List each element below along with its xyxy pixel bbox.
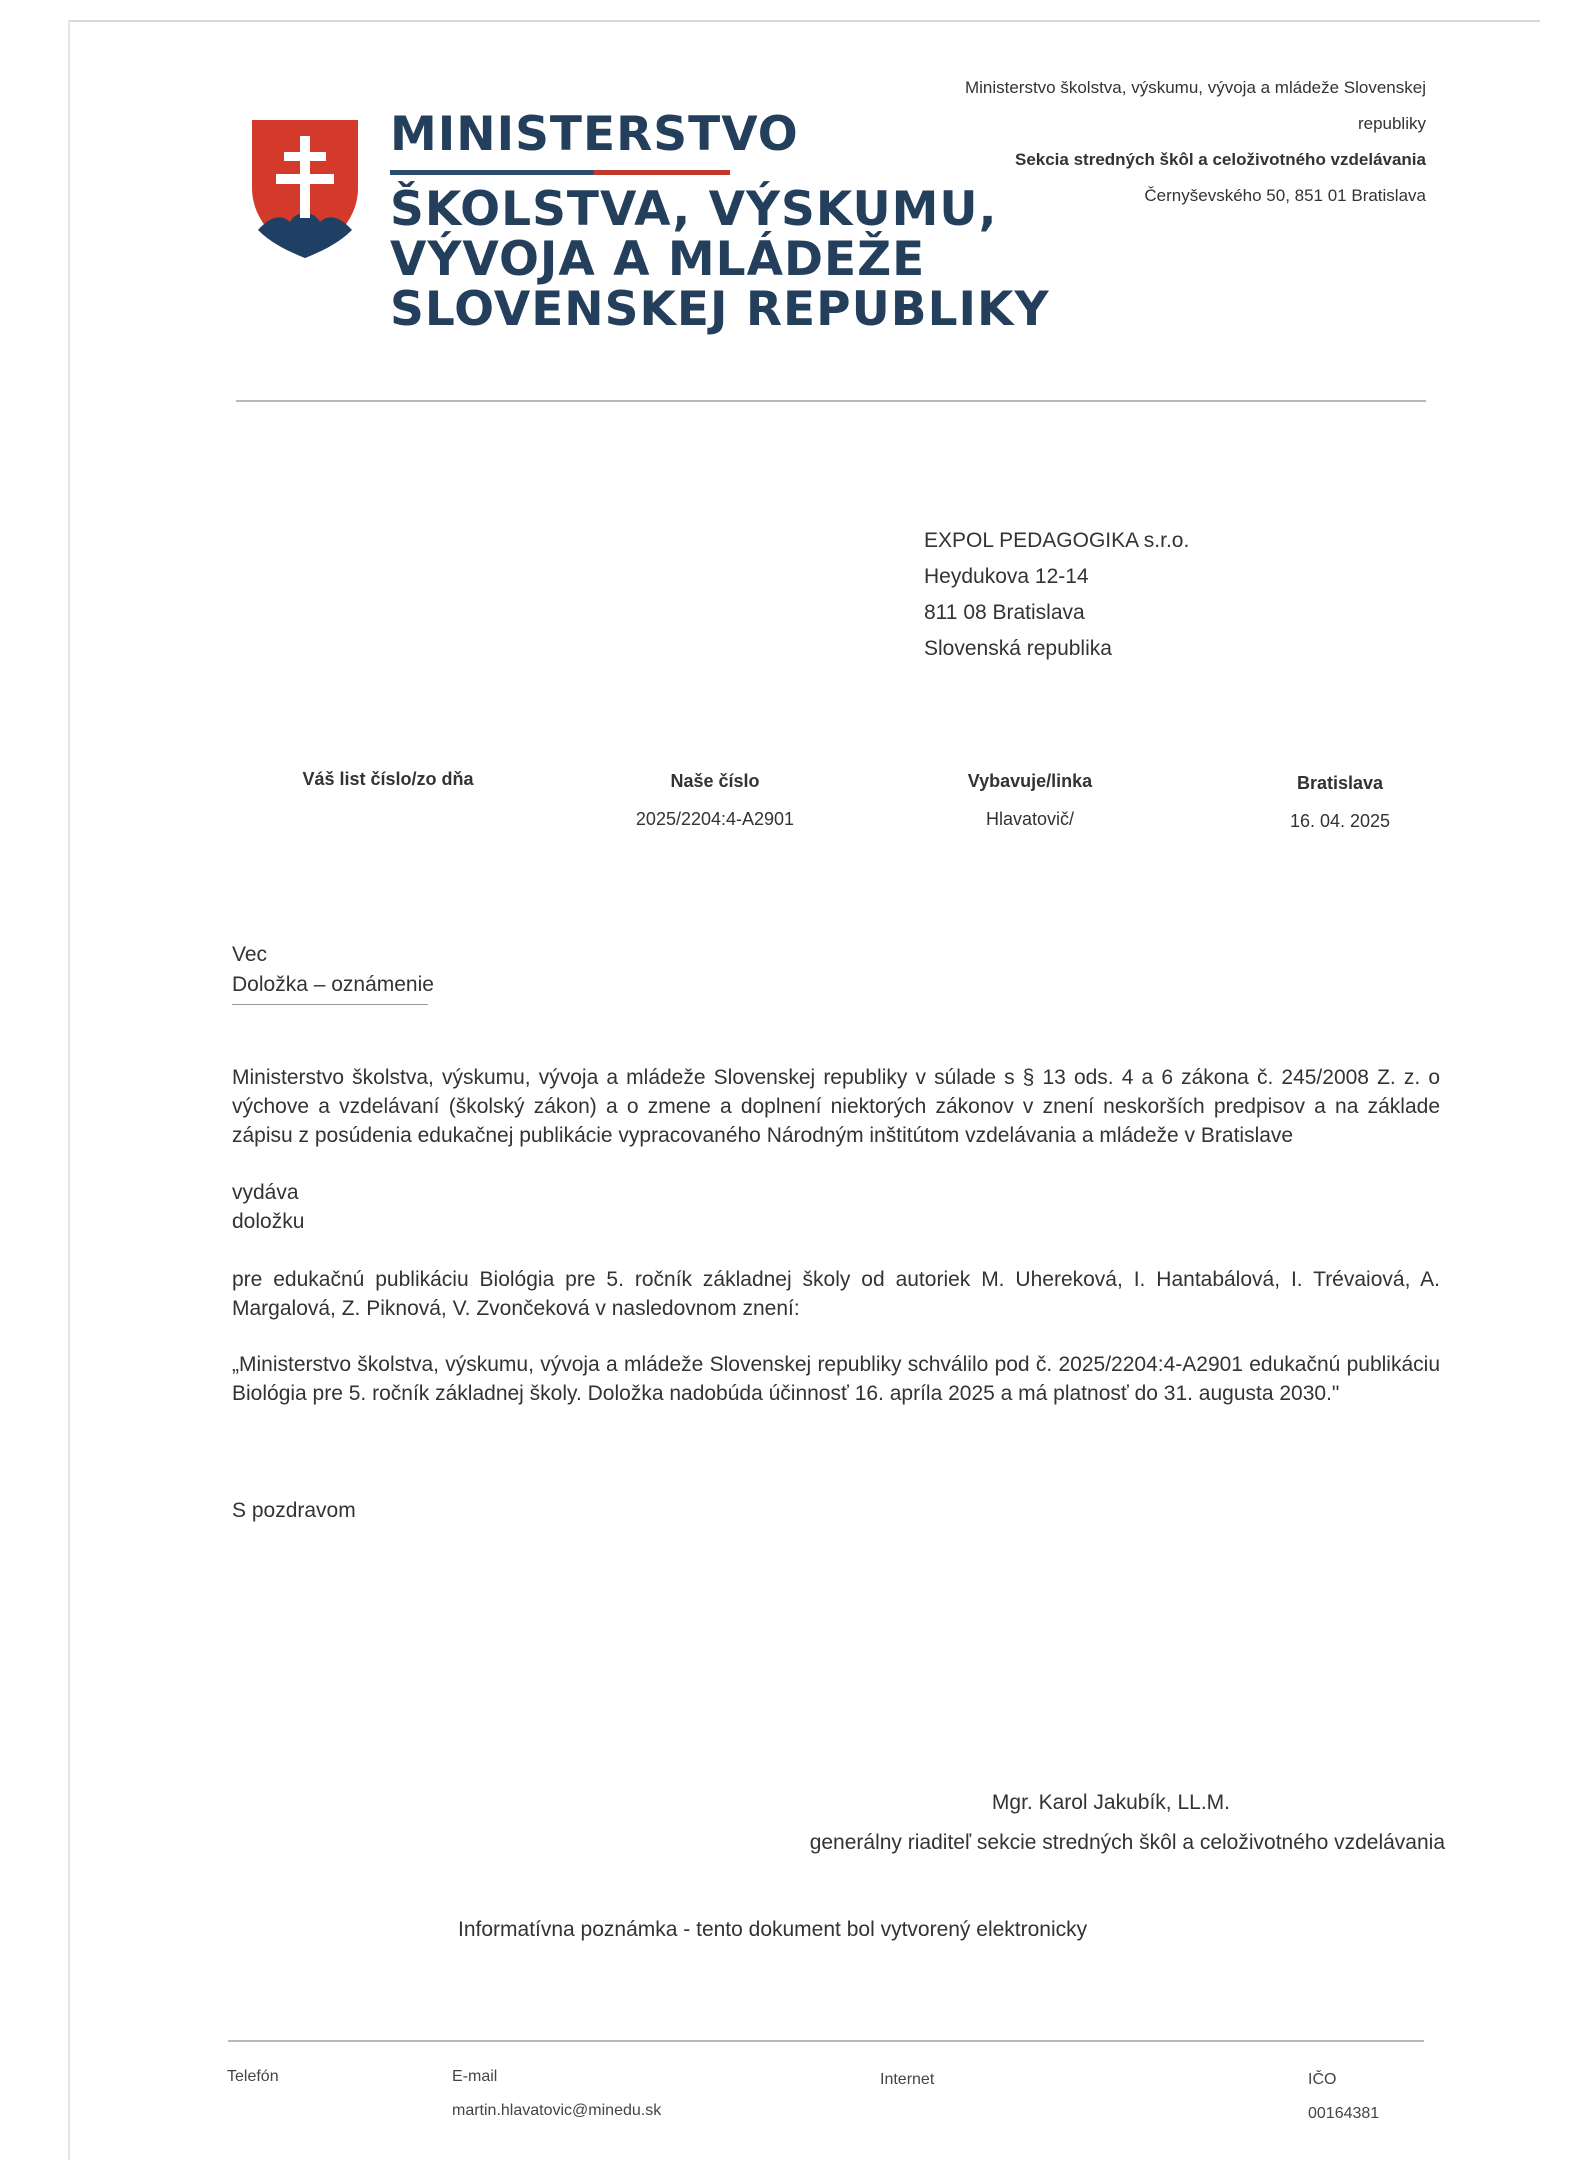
sender-street: Černyševského 50, 851 01 Bratislava xyxy=(1144,186,1426,205)
footer-ico-value: 00164381 xyxy=(1308,2105,1380,2122)
sender-line1: Ministerstvo školstva, výskumu, vývoja a mládeže Slovenskej xyxy=(964,78,1426,97)
logo-line-skolstva: ŠKOLSTVA, VÝSKUMU, xyxy=(390,182,998,237)
sender-line2: republiky xyxy=(1357,114,1426,133)
signature-block xyxy=(700,1783,1445,1863)
footer-phone xyxy=(227,2060,279,2094)
body-quote: „Ministerstvo školstva, výskumu, vývoja a mládeže Slovenskej republiky schválilo pod č. 2025/2204:4-A2901 edukačnú publikáciu Biológia pre 5. ročník základnej školy. Doložka nadobúda účinnosť 16. apríla 2025 a má platnosť do 31. augusta 2030." xyxy=(232,1353,1440,1405)
page-edge xyxy=(70,20,1540,22)
logo-line-ministerstvo: MINISTERSTVO xyxy=(390,107,799,162)
signature-title: generálny riaditeľ sekcie stredných škôl a celoživotného vzdelávania xyxy=(809,1831,1445,1854)
footer-email-value: martin.hlavatovic@minedu.sk xyxy=(452,2102,662,2119)
ref-date xyxy=(1250,768,1430,836)
ref-handled-by-label: Vybavuje/linka xyxy=(967,771,1093,791)
logo-line-republiky: SLOVENSKEJ REPUBLIKY xyxy=(390,282,1050,337)
footer-ico xyxy=(1308,2063,1379,2131)
ref-our-number xyxy=(600,766,830,834)
page-edge-left xyxy=(68,20,70,2160)
footer-phone-label: Telefón xyxy=(227,2068,279,2085)
footer-internet xyxy=(880,2063,934,2097)
body-publication: pre edukačnú publikáciu Biológia pre 5. ročník základnej školy od autoriek M. Uhereková, I. Hantabálová, I. Trévaiová, A. Margalová, Z. Piknová, V. Zvončeková v nasledovnom znení: xyxy=(232,1268,1440,1320)
electronic-note: Informatívna poznámka - tento dokument bol vytvorený elektronicky xyxy=(458,1918,1088,1941)
body-issues-line1: vydáva xyxy=(232,1181,299,1204)
logo-line-vyvoja: VÝVOJA A MLÁDEŽE xyxy=(390,232,926,287)
ref-our-number-value: 2025/2204:4-A2901 xyxy=(635,809,795,829)
body-issues xyxy=(232,1178,1440,1236)
ref-date-value: 16. 04. 2025 xyxy=(1289,811,1391,831)
body-intro: Ministerstvo školstva, výskumu, vývoja a mládeže Slovenskej republiky v súlade s § 13 ods. 4 a 6 zákona č. 245/2008 Z. z. o výchove a vzdelávaní (školský zákon) a o zmene a doplnení niektorých zákonov v znení neskorších predpisov a na základe zápisu z posúdenia edukačnej publikácie vypracovaného Národným inštitútom vzdelávania a mládeže v Bratislave xyxy=(232,1066,1440,1147)
recipient-city: 811 08 Bratislava xyxy=(924,601,1085,624)
body-closing: S pozdravom xyxy=(232,1499,356,1522)
ref-our-number-label: Naše číslo xyxy=(670,771,760,791)
recipient-address xyxy=(924,523,1189,667)
ref-handled-by xyxy=(920,766,1140,834)
ref-your-letter-label: Váš list číslo/zo dňa xyxy=(302,769,474,789)
header-divider xyxy=(236,400,1426,402)
signature-name: Mgr. Karol Jakubík, LL.M. xyxy=(991,1791,1230,1814)
recipient-street: Heydukova 12-14 xyxy=(924,565,1089,588)
ref-your-letter xyxy=(288,764,488,794)
subject-text: Doložka – oznámenie xyxy=(232,973,434,996)
sender-address xyxy=(965,70,1426,214)
ref-place-label: Bratislava xyxy=(1296,773,1384,793)
footer-ico-label: IČO xyxy=(1308,2071,1337,2088)
subject xyxy=(232,940,434,1005)
ref-handled-by-value: Hlavatovič/ xyxy=(985,809,1075,829)
subject-label: Vec xyxy=(232,943,268,966)
body-issues-line2: doložku xyxy=(232,1210,305,1233)
sender-section: Sekcia stredných škôl a celoživotného vzdelávania xyxy=(1014,150,1426,169)
footer-email xyxy=(452,2060,661,2128)
logo-rule xyxy=(390,170,730,175)
footer-internet-label: Internet xyxy=(880,2071,935,2088)
coat-of-arms-icon xyxy=(248,118,362,260)
ministry-logo xyxy=(390,108,1049,335)
footer-email-label: E-mail xyxy=(452,2068,498,2085)
recipient-name: EXPOL PEDAGOGIKA s.r.o. xyxy=(924,529,1190,552)
recipient-country: Slovenská republika xyxy=(924,637,1112,660)
footer-divider xyxy=(228,2040,1424,2042)
subject-underline xyxy=(232,1004,428,1005)
